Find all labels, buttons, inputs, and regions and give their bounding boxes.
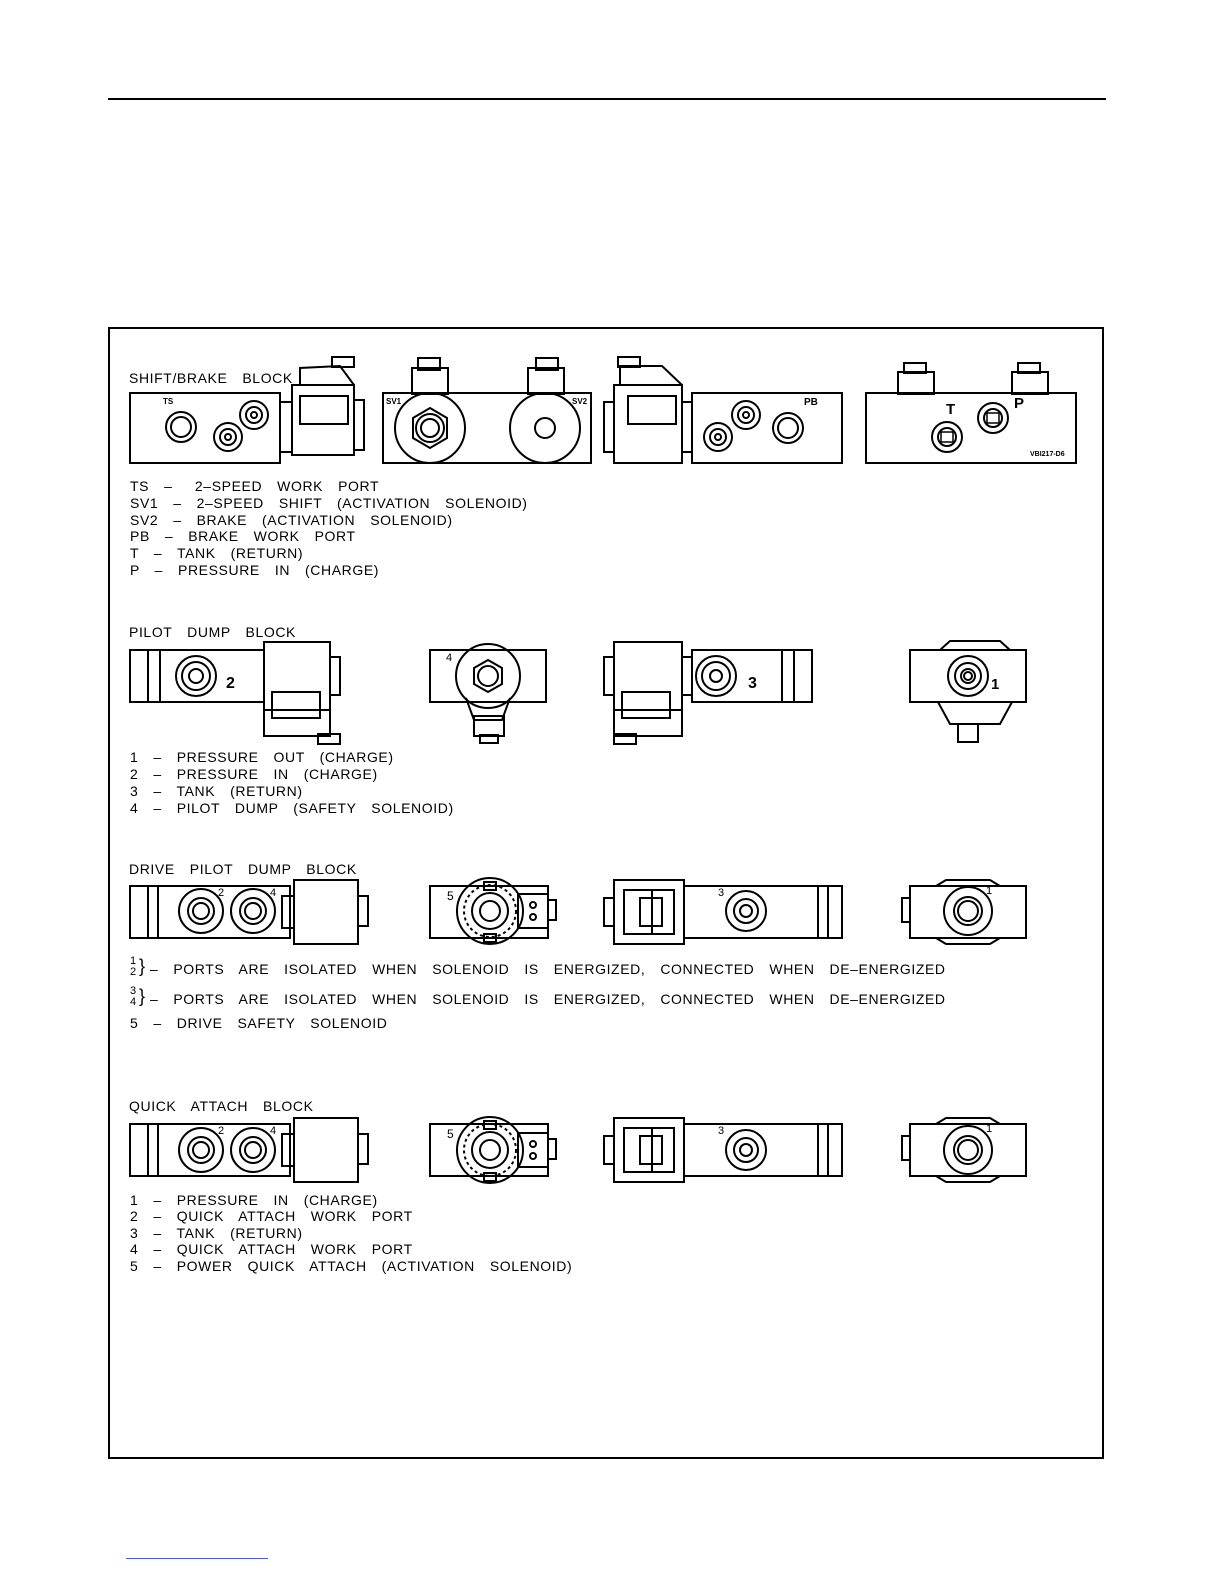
label-port-4: 4 xyxy=(270,1125,277,1137)
footer-link-underline[interactable] xyxy=(126,1558,268,1559)
label-port-4: 4 xyxy=(446,652,453,664)
label-port-3: 3 xyxy=(748,675,757,692)
drive-pilot-dump-view-2 xyxy=(430,878,556,944)
label-port-1: 1 xyxy=(986,885,993,897)
legend-line: 1 – PRESSURE IN (CHARGE) xyxy=(130,1192,378,1208)
legend-line: – PORTS ARE ISOLATED WHEN SOLENOID IS ENERGIZED, CONNECTED WHEN DE–ENERGIZED xyxy=(150,991,946,1007)
label-t: T xyxy=(946,401,956,418)
legend-line: 4 – PILOT DUMP (SAFETY SOLENOID) xyxy=(130,800,454,816)
legend-line: PB – BRAKE WORK PORT xyxy=(130,528,356,544)
brace-glyph: } xyxy=(139,986,146,1006)
label-pb: PB xyxy=(804,397,818,408)
section-title-drive-pilot-dump: DRIVE PILOT DUMP BLOCK xyxy=(129,861,357,877)
legend-line: T – TANK (RETURN) xyxy=(130,545,304,561)
label-p: P xyxy=(1014,395,1025,412)
section-title-shift-brake: SHIFT/BRAKE BLOCK xyxy=(129,370,293,386)
label-port-2: 2 xyxy=(226,675,235,692)
legend-line: 3 – TANK (RETURN) xyxy=(130,783,303,799)
pilot-dump-view-4 xyxy=(910,641,1026,742)
brace-top-number: 3 xyxy=(130,985,137,997)
legend-line: SV1 – 2–SPEED SHIFT (ACTIVATION SOLENOID) xyxy=(130,495,528,511)
legend-line: 5 – DRIVE SAFETY SOLENOID xyxy=(130,1015,388,1031)
legend-line: 1 – PRESSURE OUT (CHARGE) xyxy=(130,749,394,765)
pilot-dump-view-3 xyxy=(604,642,812,744)
label-port-3: 3 xyxy=(718,887,725,899)
shift-brake-view-3 xyxy=(604,357,842,463)
pilot-dump-view-1 xyxy=(130,642,340,744)
legend-line: 5 – POWER QUICK ATTACH (ACTIVATION SOLENOID) xyxy=(130,1258,573,1274)
label-port-5: 5 xyxy=(447,1127,454,1141)
figure-code: VBI217-D6 xyxy=(1030,451,1065,458)
label-port-2: 2 xyxy=(218,1125,225,1137)
section-title-quick-attach: QUICK ATTACH BLOCK xyxy=(129,1098,314,1114)
label-sv1: SV1 xyxy=(386,397,402,406)
label-port-4: 4 xyxy=(270,887,277,899)
label-port-3: 3 xyxy=(718,1125,725,1137)
legend-line: P – PRESSURE IN (CHARGE) xyxy=(130,562,380,578)
legend-line: 2 – QUICK ATTACH WORK PORT xyxy=(130,1208,413,1224)
legend-line: TS – 2–SPEED WORK PORT xyxy=(130,478,380,494)
quick-attach-view-1 xyxy=(130,1118,368,1182)
brace-glyph: } xyxy=(139,956,146,976)
quick-attach-view-4 xyxy=(902,1118,1026,1182)
label-port-1: 1 xyxy=(986,1123,993,1135)
brace-bottom-number: 2 xyxy=(130,966,137,978)
brace-bottom-number: 4 xyxy=(130,996,137,1008)
label-port-5: 5 xyxy=(447,889,454,903)
label-port-1: 1 xyxy=(991,676,1000,693)
section-title-pilot-dump: PILOT DUMP BLOCK xyxy=(129,624,296,640)
drive-pilot-dump-view-4 xyxy=(902,880,1026,944)
legend-line: 2 – PRESSURE IN (CHARGE) xyxy=(130,766,378,782)
drive-pilot-dump-view-1 xyxy=(130,880,368,944)
shift-brake-view-4 xyxy=(866,363,1076,463)
label-sv2: SV2 xyxy=(572,397,588,406)
label-ts: TS xyxy=(163,397,174,406)
legend-line: – PORTS ARE ISOLATED WHEN SOLENOID IS ENERGIZED, CONNECTED WHEN DE–ENERGIZED xyxy=(150,961,946,977)
legend-line: 4 – QUICK ATTACH WORK PORT xyxy=(130,1241,413,1257)
shift-brake-view-2 xyxy=(383,358,591,463)
legend-line: 3 – TANK (RETURN) xyxy=(130,1225,303,1241)
label-port-2: 2 xyxy=(218,887,225,899)
legend-line: SV2 – BRAKE (ACTIVATION SOLENOID) xyxy=(130,512,453,528)
brace-top-number: 1 xyxy=(130,955,137,967)
